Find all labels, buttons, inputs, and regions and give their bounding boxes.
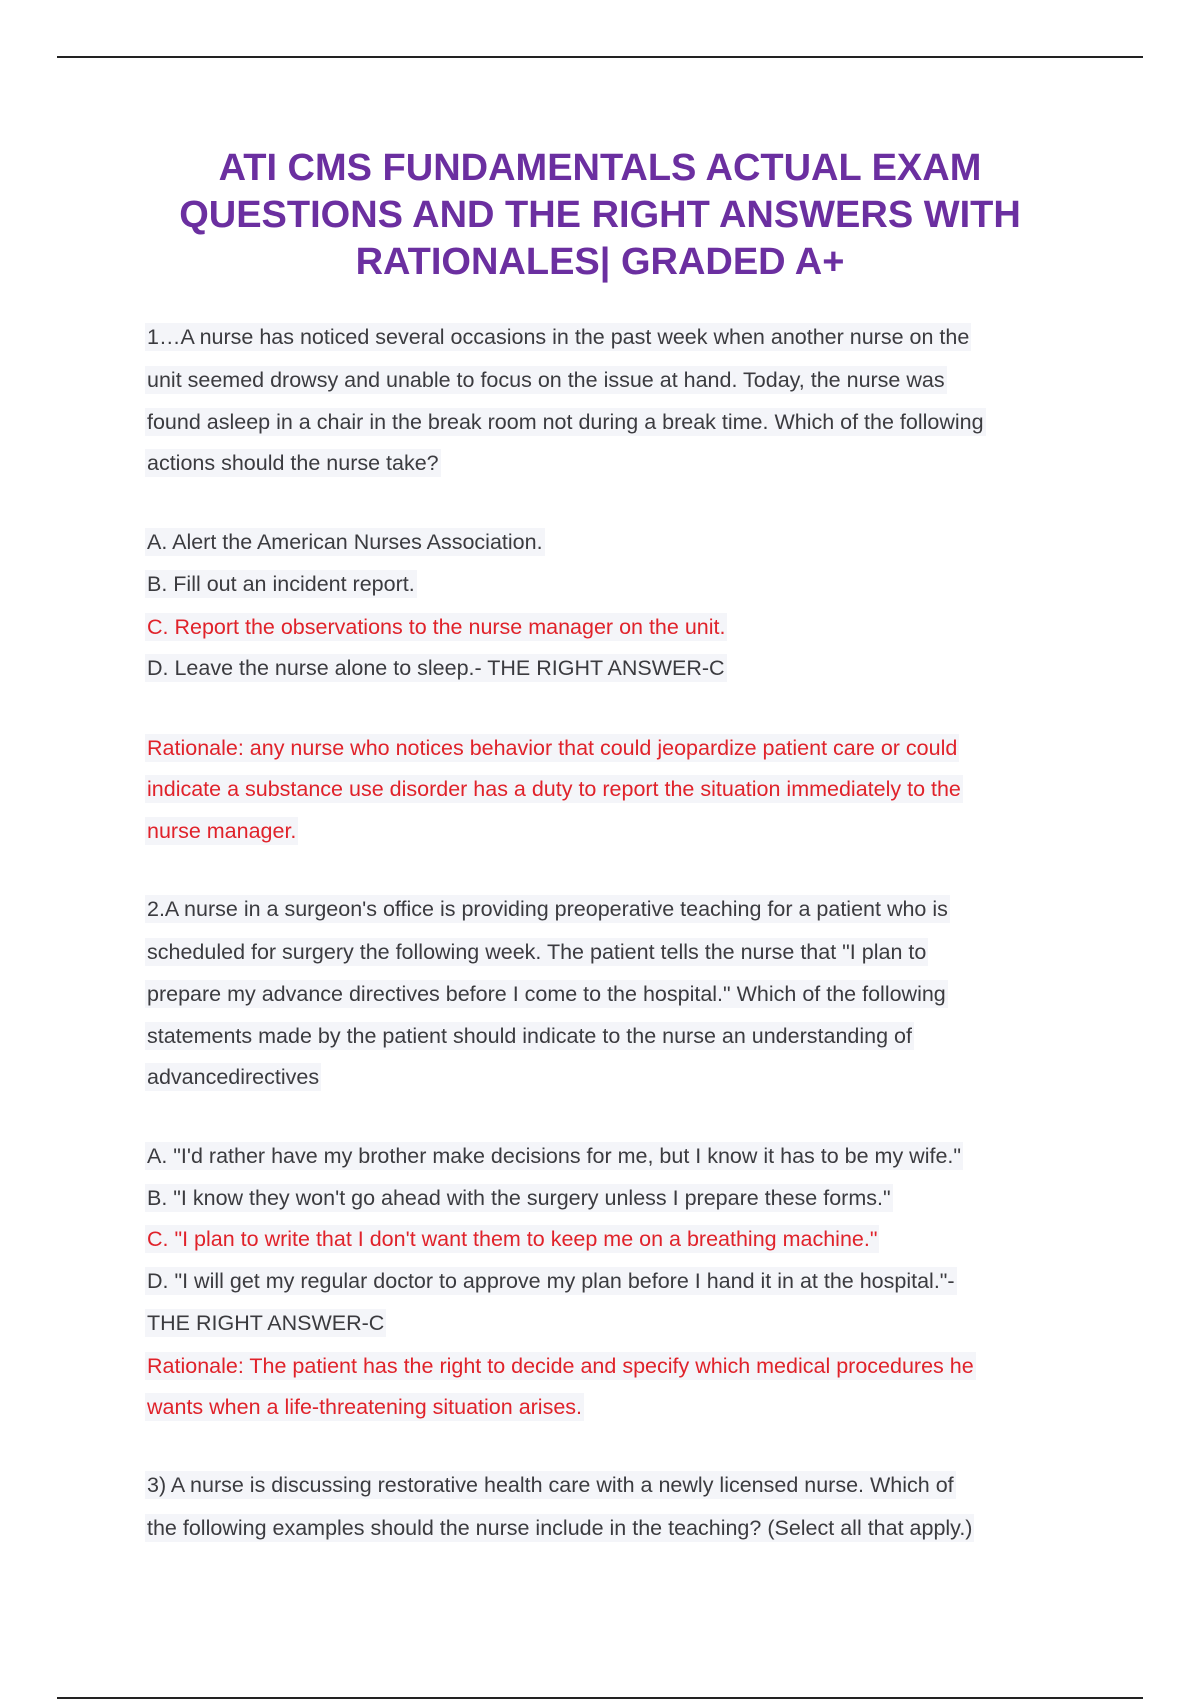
option-c-correct: C. Report the observations to the nurse manager on the unit. xyxy=(147,615,726,639)
top-rule xyxy=(57,56,1143,58)
question-stem-line: 3) A nurse is discussing restorative health care with a newly licensed nurse. Which of xyxy=(147,1473,954,1497)
question-stem-line: 1…A nurse has noticed several occasions in the past week when another nurse on the xyxy=(147,325,970,349)
question-stem-line: 2.A nurse in a surgeon's office is providing preoperative teaching for a patient who is xyxy=(147,897,948,921)
title-line: ATI CMS FUNDAMENTALS ACTUAL EXAM xyxy=(218,147,982,189)
bottom-rule xyxy=(57,1697,1143,1699)
question-stem-line: actions should the nurse take? xyxy=(147,451,439,475)
option-a: A. "I'd rather have my brother make decisions for me, but I know it has to be my wife." xyxy=(147,1144,962,1168)
question-stem-line: the following examples should the nurse include in the teaching? (Select all that apply.) xyxy=(147,1516,973,1540)
rationale-line: wants when a life-threatening situation arises. xyxy=(147,1395,583,1419)
option-c-correct: C. "I plan to write that I don't want them to keep me on a breathing machine." xyxy=(147,1227,878,1251)
question-stem-line: advancedirectives xyxy=(147,1065,320,1089)
rationale-line: indicate a substance use disorder has a duty to report the situation immediately to the xyxy=(147,777,961,801)
option-b: B. "I know they won't go ahead with the surgery unless I prepare these forms." xyxy=(147,1186,891,1210)
option-d: D. "I will get my regular doctor to approve my plan before I hand it in at the hospital."- xyxy=(147,1269,955,1293)
right-answer: THE RIGHT ANSWER-C xyxy=(147,1311,385,1335)
question-stem-line: unit seemed drowsy and unable to focus on the issue at hand. Today, the nurse was xyxy=(147,368,945,392)
rationale-line: Rationale: any nurse who notices behavior that could jeopardize patient care or could xyxy=(147,736,958,760)
rationale-line: nurse manager. xyxy=(147,819,297,843)
option-d-with-answer: D. Leave the nurse alone to sleep.- THE RIGHT ANSWER-C xyxy=(147,656,725,680)
title-line: QUESTIONS AND THE RIGHT ANSWERS WITH xyxy=(179,194,1021,236)
option-a: A. Alert the American Nurses Association. xyxy=(147,530,543,554)
title-line: RATIONALES| GRADED A+ xyxy=(355,241,845,283)
question-stem-line: found asleep in a chair in the break room not during a break time. Which of the following xyxy=(147,410,984,434)
rationale-line: Rationale: The patient has the right to decide and specify which medical procedures he xyxy=(147,1354,974,1378)
question-stem-line: scheduled for surgery the following week. The patient tells the nurse that "I plan to xyxy=(147,940,927,964)
option-b: B. Fill out an incident report. xyxy=(147,572,415,596)
question-stem-line: statements made by the patient should indicate to the nurse an understanding of xyxy=(147,1024,912,1048)
question-stem-line: prepare my advance directives before I come to the hospital." Which of the following xyxy=(147,982,946,1006)
